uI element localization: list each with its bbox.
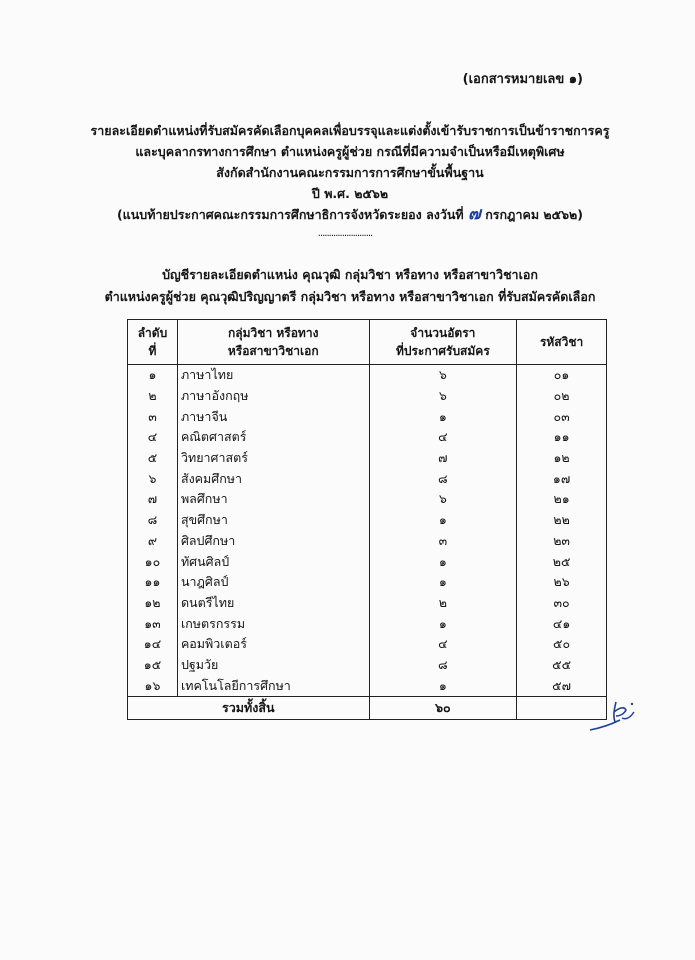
- header-count: จำนวนอัตรา ที่ประกาศรับสมัคร: [369, 320, 517, 365]
- row-subject: นาฎศิลป์: [177, 572, 369, 593]
- row-subject: สังคมศึกษา: [177, 468, 369, 489]
- signature-mark: [586, 694, 642, 738]
- heading-line-1: รายละเอียดตำแหน่งที่รับสมัครคัดเลือกบุคคลเพื่อบรรจุและแต่งตั้งเข้ารับราชการเป็นข้าราชการครู: [90, 123, 610, 138]
- table-row: [128, 489, 607, 510]
- table-row: [128, 386, 607, 407]
- table-row: [128, 365, 607, 386]
- row-order: ๔: [128, 427, 178, 448]
- row-subject: วิทยาศาสตร์: [177, 448, 369, 469]
- row-code: ๕๕: [517, 655, 607, 676]
- row-order: ๑๔: [128, 634, 178, 655]
- row-count: ๑: [369, 675, 517, 696]
- heading-line-4: ปี พ.ศ. ๒๕๖๒: [311, 186, 389, 201]
- list-heading-line-2: ตำแหน่งครูผู้ช่วย คุณวุฒิปริญญาตรี กลุ่มวิชา หรือทาง หรือสาขาวิชาเอก ที่รับสมัครคัดเลือก: [104, 289, 596, 304]
- row-order: ๘: [128, 510, 178, 531]
- row-order: ๒: [128, 386, 178, 407]
- row-count: ๖: [369, 365, 517, 386]
- table-row: [128, 634, 607, 655]
- row-subject: ปฐมวัย: [177, 655, 369, 676]
- row-code: ๒๑: [517, 489, 607, 510]
- row-order: ๑: [128, 365, 178, 386]
- row-count: ๒: [369, 593, 517, 614]
- table-row: [128, 675, 607, 696]
- document-heading: [60, 120, 640, 225]
- handwritten-day: ๗: [468, 204, 481, 224]
- row-order: ๗: [128, 489, 178, 510]
- row-subject: ภาษาอังกฤษ: [177, 386, 369, 407]
- document-number: (เอกสารหมายเลข ๑): [462, 72, 583, 87]
- row-order: ๑๓: [128, 613, 178, 634]
- row-count: ๓: [369, 531, 517, 552]
- row-count: ๑: [369, 551, 517, 572]
- separator-dots: .........................: [317, 228, 373, 239]
- row-order: ๑๖: [128, 675, 178, 696]
- announcement-ref: (แนบท้ายประกาศคณะกรรมการศึกษาธิการจังหวัดระยอง ลงวันที่: [116, 207, 464, 222]
- row-code: ๑๒: [517, 448, 607, 469]
- row-code: ๑๗: [517, 468, 607, 489]
- row-code: ๓๐: [517, 593, 607, 614]
- row-order: ๑๐: [128, 551, 178, 572]
- row-subject: คอมพิวเตอร์: [177, 634, 369, 655]
- row-count: ๑: [369, 613, 517, 634]
- table-row: [128, 427, 607, 448]
- table-row: [128, 593, 607, 614]
- list-heading: [60, 264, 640, 308]
- row-subject: ทัศนศิลป์: [177, 551, 369, 572]
- row-subject: ภาษาจีน: [177, 406, 369, 427]
- row-count: ๖: [369, 489, 517, 510]
- table-header-row: [128, 320, 607, 365]
- row-subject: คณิตศาสตร์: [177, 427, 369, 448]
- total-count: ๖๐: [369, 697, 517, 720]
- row-subject: สุขศึกษา: [177, 510, 369, 531]
- header-code: รหัสวิชา: [517, 320, 607, 365]
- row-subject: ศิลปศึกษา: [177, 531, 369, 552]
- row-count: ๘: [369, 468, 517, 489]
- table-row: [128, 531, 607, 552]
- row-count: ๘: [369, 655, 517, 676]
- table-row: [128, 406, 607, 427]
- row-count: ๖: [369, 386, 517, 407]
- row-code: ๒๖: [517, 572, 607, 593]
- row-code: ๒๕: [517, 551, 607, 572]
- table-row: [128, 655, 607, 676]
- table-body: [128, 365, 607, 697]
- row-subject: ภาษาไทย: [177, 365, 369, 386]
- row-order: ๖: [128, 468, 178, 489]
- row-code: ๐๒: [517, 386, 607, 407]
- row-code: ๐๑: [517, 365, 607, 386]
- row-code: ๒๓: [517, 531, 607, 552]
- heading-line-3: สังกัดสำนักงานคณะกรรมการการศึกษาขั้นพื้นฐาน: [216, 165, 484, 180]
- table-total-row: [128, 697, 607, 720]
- row-subject: เกษตรกรรม: [177, 613, 369, 634]
- header-order: ลำดับ ที่: [128, 320, 178, 365]
- list-heading-line-1: บัญชีรายละเอียดตำแหน่ง คุณวุฒิ กลุ่มวิชา หรือทาง หรือสาขาวิชาเอก: [162, 267, 538, 282]
- row-code: ๐๓: [517, 406, 607, 427]
- row-count: ๗: [369, 448, 517, 469]
- table-row: [128, 572, 607, 593]
- row-order: ๓: [128, 406, 178, 427]
- row-order: ๕: [128, 448, 178, 469]
- row-count: ๑: [369, 510, 517, 531]
- table-row: [128, 613, 607, 634]
- announcement-month-year: กรกฎาคม ๒๕๖๒): [485, 207, 584, 222]
- row-order: ๑๕: [128, 655, 178, 676]
- positions-table: [127, 319, 607, 720]
- row-order: ๑๒: [128, 593, 178, 614]
- row-order: ๙: [128, 531, 178, 552]
- table-row: [128, 468, 607, 489]
- row-code: ๕๐: [517, 634, 607, 655]
- row-code: ๕๗: [517, 675, 607, 696]
- table-row: [128, 510, 607, 531]
- row-subject: ดนตรีไทย: [177, 593, 369, 614]
- table-row: [128, 448, 607, 469]
- row-subject: พลศึกษา: [177, 489, 369, 510]
- row-subject: เทคโนโลยีการศึกษา: [177, 675, 369, 696]
- row-count: ๑: [369, 572, 517, 593]
- row-count: ๑: [369, 406, 517, 427]
- header-subject: กลุ่มวิชา หรือทาง หรือสาขาวิชาเอก: [177, 320, 369, 365]
- row-code: ๑๑: [517, 427, 607, 448]
- total-label: รวมทั้งสิ้น: [128, 697, 370, 720]
- row-order: ๑๑: [128, 572, 178, 593]
- row-count: ๔: [369, 634, 517, 655]
- heading-line-2: และบุคลากรทางการศึกษา ตำแหน่งครูผู้ช่วย กรณีที่มีความจำเป็นหรือมีเหตุพิเศษ: [135, 144, 565, 159]
- heading-line-5: [60, 204, 640, 225]
- row-code: ๔๑: [517, 613, 607, 634]
- table-row: [128, 551, 607, 572]
- row-count: ๔: [369, 427, 517, 448]
- row-code: ๒๒: [517, 510, 607, 531]
